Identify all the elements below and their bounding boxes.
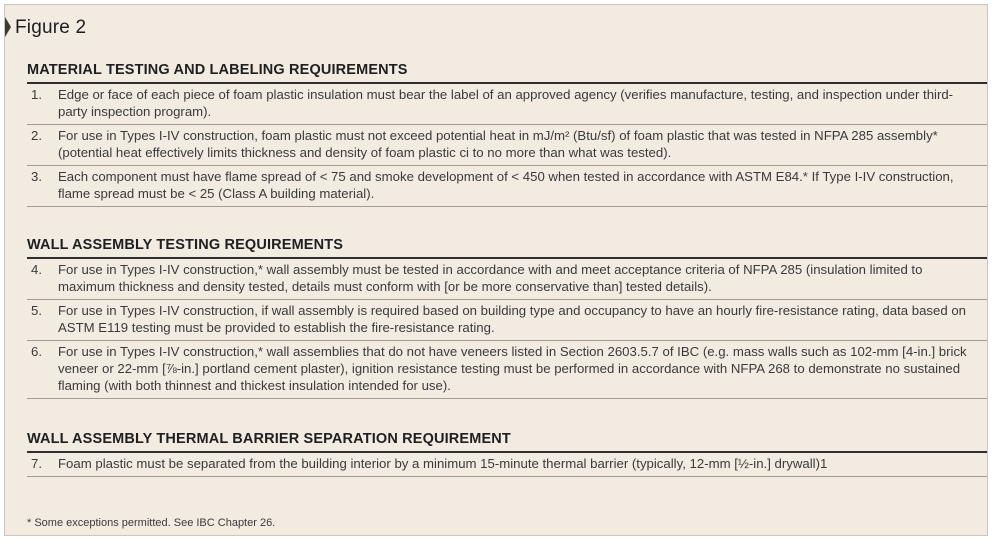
section-wall-assembly-testing (27, 237, 987, 399)
list-item (27, 453, 987, 477)
item-text: For use in Types I-IV construction,* wall assemblies that do not have veneers listed in Section 2603.5.7 of IBC (e.g. mass walls such as 102-mm [4-in.] brick veneer or 22-mm [⅞-in.] portland cement plaster), ignition resistance testing must be performed in accordance with NFPA 268 to demonstrate no sustained flaming (with both thinnest and thickest insulation intended for use). (58, 344, 967, 393)
section-title: WALL ASSEMBLY THERMAL BARRIER SEPARATION REQUIREMENT (27, 431, 987, 453)
footnote: * Some exceptions permitted. See IBC Chapter 26. (27, 517, 276, 529)
figure-title: Figure 2 (15, 17, 87, 38)
section-material-testing (27, 62, 987, 207)
item-number: 5. (31, 303, 42, 318)
item-text: For use in Types I-IV construction, if wall assembly is required based on building type and occupancy to have an hourly fire-resistance rating, data based on ASTM E119 testing must be provided to establish the fire-resistance rating. (58, 303, 966, 335)
item-number: 1. (31, 87, 42, 102)
item-number: 6. (31, 344, 42, 359)
item-text: Edge or face of each piece of foam plastic insulation must bear the label of an approved agency (verifies manufacture, testing, and inspection under third-party inspection program). (58, 87, 954, 119)
item-text: For use in Types I-IV construction, foam plastic must not exceed potential heat in mJ/m² (Btu/sf) of foam plastic that was tested in NFPA 285 assembly* (potential heat effectively limits thickness and density of foam plastic ci to no more than what was tested). (58, 128, 938, 160)
item-text: For use in Types I-IV construction,* wall assembly must be tested in accordance with and meet acceptance criteria of NFPA 285 (insulation limited to maximum thickness and density tested, details must conform with [or be more conservative than] tested details). (58, 262, 923, 294)
section-thermal-barrier (27, 431, 987, 477)
section-title: WALL ASSEMBLY TESTING REQUIREMENTS (27, 237, 987, 259)
item-text: Each component must have flame spread of < 75 and smoke development of < 450 when tested in accordance with ASTM E84.* If Type I-IV construction, flame spread must be < 25 (Class A building material). (58, 169, 954, 201)
item-number: 7. (31, 456, 42, 471)
item-number: 4. (31, 262, 42, 277)
list-item (27, 125, 987, 166)
list-item (27, 300, 987, 341)
section-title: MATERIAL TESTING AND LABELING REQUIREMENTS (27, 62, 987, 84)
item-number: 2. (31, 128, 42, 143)
figure-panel (4, 4, 988, 536)
list-item (27, 166, 987, 207)
list-item (27, 341, 987, 399)
item-number: 3. (31, 169, 42, 184)
list-item (27, 259, 987, 300)
list-item (27, 84, 987, 125)
figure-marker-icon (5, 17, 11, 37)
item-text: Foam plastic must be separated from the building interior by a minimum 15-minute thermal barrier (typically, 12-mm [½-in.] drywall)1 (58, 456, 828, 471)
